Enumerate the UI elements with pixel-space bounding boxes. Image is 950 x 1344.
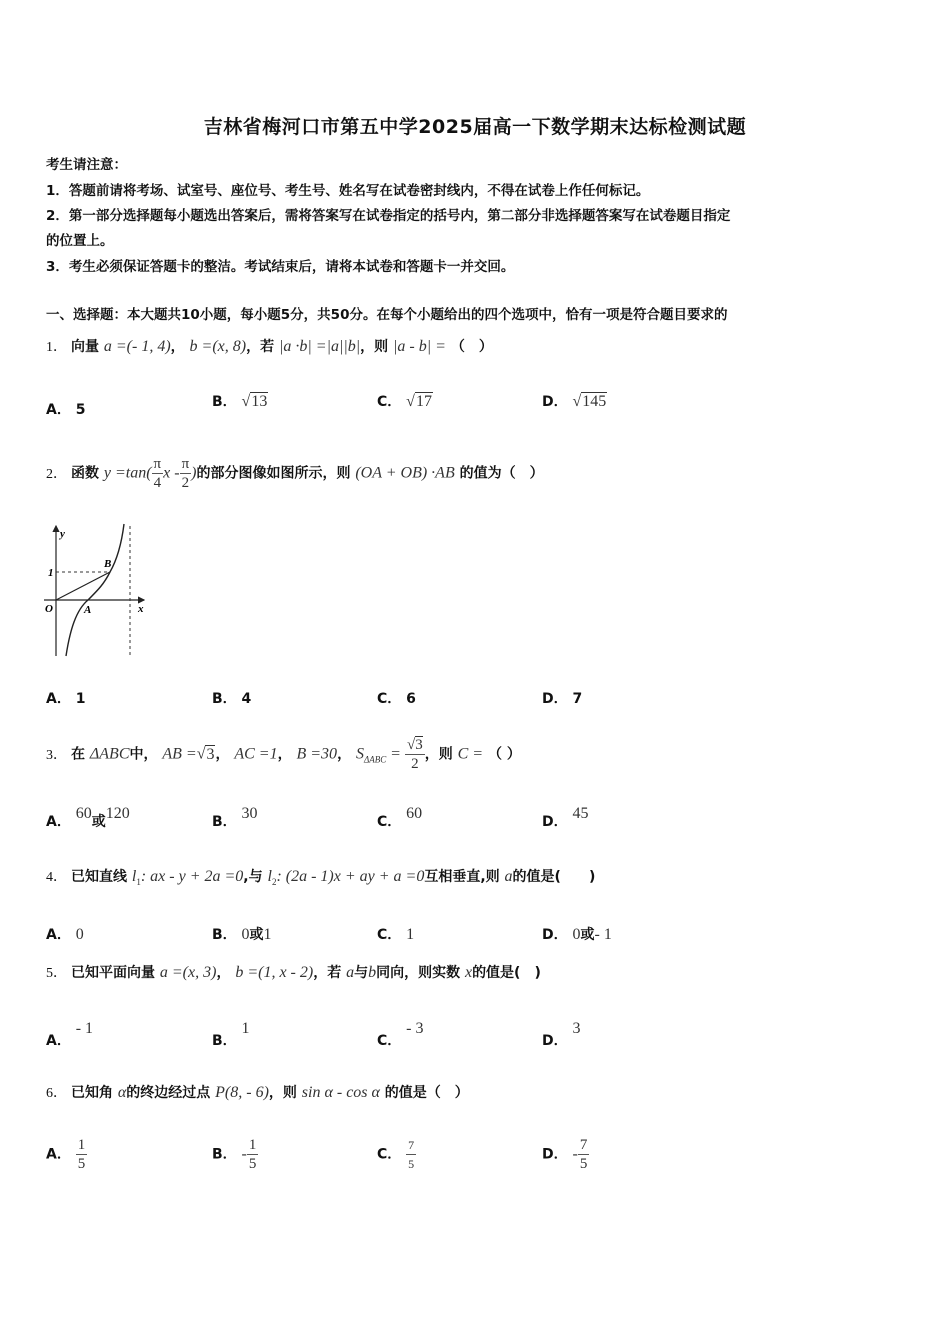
question-3	[46, 736, 521, 773]
q5-text: ，	[216, 965, 231, 981]
q1-vector-b: b =(x, 8)	[189, 338, 247, 355]
q3-ac: AC =1	[234, 745, 278, 763]
numerator: 7	[579, 1137, 588, 1153]
q4-line1-eq: : ax - y + 2a =0	[140, 868, 244, 885]
section-heading: 一、选择题：本大题共10小题，每小题5分，共50分。在每个小题给出的四个选项中，恰有一项是符合题目要求的	[46, 307, 728, 323]
question-number: 5．	[46, 966, 67, 981]
question-4	[46, 866, 595, 887]
q3-ab: AB =	[162, 745, 197, 763]
notice-item-3: 3．考生必须保证答题卡的整洁。考试结束后，请将本试卷和答题卡一并交回。	[46, 259, 515, 275]
q1-text: 向量	[71, 339, 99, 355]
q3-angle-b: B =30	[296, 745, 338, 763]
option-value: 6	[406, 691, 416, 707]
radicand: 3	[206, 745, 215, 763]
option-value: 1	[406, 926, 415, 943]
notice-item-1: 1．答题前请将考场、试室号、座位号、考生号、姓名写在试卷密封线内，不得在试卷上作任何标记。	[46, 183, 650, 199]
sqrt-expr: √13	[241, 393, 268, 410]
q5-x: x	[464, 964, 473, 981]
q6-text: ，则	[268, 1085, 297, 1101]
q2-expression: (OA + OB) ·AB	[355, 464, 455, 482]
answer-paren: （ ）	[450, 339, 493, 355]
option-label: C．	[377, 394, 402, 410]
q5-text: 与	[354, 965, 369, 981]
question-5	[46, 962, 541, 982]
option-label: A．	[46, 402, 71, 418]
q3-option-d[interactable]	[542, 805, 589, 831]
q6-option-d[interactable]	[542, 1136, 589, 1173]
q5-text: ，若	[313, 965, 342, 981]
fraction	[180, 455, 192, 492]
q3-text: 在	[71, 746, 85, 763]
q6-text: 的值是（ ）	[384, 1085, 469, 1101]
fraction	[247, 1136, 259, 1173]
option-value: 30	[241, 805, 258, 822]
q1-option-d[interactable]	[542, 391, 607, 411]
q5-text: 同向，则实数	[376, 965, 461, 981]
q3-c: C =	[457, 745, 484, 763]
q3-text: ，	[337, 746, 352, 763]
q5-a: a	[346, 964, 355, 981]
tan-graph	[40, 520, 150, 664]
q3-triangle: ΔABC	[89, 745, 130, 763]
option-value: 7	[572, 691, 583, 707]
q5-vector-a: a =(x, 3)	[159, 964, 217, 981]
question-1	[46, 336, 493, 356]
label-b: B	[104, 558, 112, 570]
question-number: 6．	[46, 1086, 67, 1101]
q3-text: ，	[215, 746, 230, 763]
denominator: 5	[579, 1156, 588, 1172]
q1-sep: ，	[170, 339, 185, 355]
option-label: D．	[542, 394, 568, 410]
q4-line1-sub: 1	[136, 876, 141, 887]
option-value: 145	[582, 393, 607, 410]
option-value: 4	[241, 691, 252, 707]
q3-area-sub: ΔABC	[363, 754, 387, 765]
label-x: x	[138, 603, 144, 615]
option-label: B．	[212, 394, 237, 410]
q5-vector-b: b =(1, x - 2)	[235, 964, 314, 981]
q2-option-d[interactable]	[542, 688, 582, 708]
question-number: 1．	[46, 340, 67, 355]
option-label: D．	[542, 927, 568, 943]
option-label: B．	[212, 814, 237, 830]
label-o: O	[45, 603, 53, 615]
q5-option-a[interactable]	[46, 1020, 94, 1050]
fraction	[76, 1136, 88, 1173]
option-sign: -	[241, 1145, 247, 1163]
option-value: 120	[105, 805, 130, 822]
q2-text: 的部分图像如图所示，则	[196, 465, 351, 482]
q5-text: 的值是( )	[472, 965, 541, 981]
q4-option-a[interactable]	[46, 924, 84, 944]
q1-text: ，则	[360, 339, 389, 355]
q3-option-a[interactable]	[46, 805, 130, 831]
option-label: A．	[46, 691, 71, 707]
q6-option-a[interactable]	[46, 1136, 87, 1173]
question-2	[46, 455, 544, 492]
notice-heading: 考生请注意：	[46, 157, 127, 173]
q5-b: b	[368, 964, 377, 981]
denominator: 5	[408, 1157, 415, 1171]
fraction	[152, 455, 164, 492]
option-label: C．	[377, 691, 402, 707]
option-label: C．	[377, 814, 402, 830]
q6-alpha: α	[117, 1084, 127, 1101]
numerator: π	[181, 456, 190, 472]
q2-function: )	[191, 464, 197, 482]
q6-option-c[interactable]	[377, 1136, 416, 1173]
option-label: B．	[212, 927, 237, 943]
page-title: 吉林省梅河口市第五中学2025届高一下数学期末达标检测试题	[203, 116, 747, 138]
q2-function: y =tan(	[103, 464, 152, 482]
q3-option-c[interactable]	[377, 805, 423, 831]
notice-item-2: 2．第一部分选择题每小题选出答案后，需将答案写在试卷指定的括号内，第二部分非选择题答案写在试卷题目指定	[46, 208, 731, 224]
option-value: 0	[241, 926, 250, 943]
q5-option-d[interactable]	[542, 1020, 581, 1050]
option-value: 17	[415, 393, 432, 410]
option-value: 60	[75, 805, 92, 822]
option-label: B．	[212, 1146, 237, 1163]
q1-vector-a: a =(- 1, 4)	[103, 338, 171, 355]
q1-condition: |a ·b| =|a||b|	[278, 338, 361, 355]
q2-function: x -	[163, 464, 180, 482]
option-label: A．	[46, 814, 71, 830]
option-or: 或	[249, 927, 264, 943]
fraction	[406, 1136, 416, 1173]
denominator: 2	[411, 756, 419, 772]
q1-text: ，若	[246, 339, 275, 355]
q6-expression: sin α - cos α	[301, 1084, 380, 1101]
option-value: 1	[75, 691, 86, 707]
equals: =	[391, 745, 401, 763]
notice-item-2-cont: 的位置上。	[46, 233, 114, 249]
q6-point: P(8, - 6)	[215, 1084, 269, 1101]
q4-text: ,与	[243, 869, 263, 885]
denominator: 5	[248, 1156, 257, 1172]
numerator: π	[153, 456, 162, 472]
q2-text: 函数	[71, 465, 99, 482]
q2-text: 的值为（ ）	[459, 465, 544, 482]
q4-text: 已知直线	[71, 869, 127, 885]
numerator: √3	[407, 737, 423, 753]
option-or: 或	[580, 927, 595, 943]
option-value: 1	[263, 926, 272, 943]
q1-ask: |a - b| =	[393, 338, 446, 355]
option-value: 13	[251, 393, 268, 410]
option-label: D．	[542, 814, 568, 830]
option-label: A．	[46, 927, 71, 943]
q3-text: 中，	[129, 746, 158, 763]
q4-text: 的值是( )	[512, 869, 596, 885]
q1-option-b[interactable]	[212, 391, 268, 411]
graph-svg	[40, 520, 150, 660]
question-number: 3．	[46, 747, 67, 763]
label-y: y	[60, 528, 65, 540]
q3-area: S	[355, 745, 364, 763]
option-label: A．	[46, 1146, 71, 1163]
option-label: A．	[46, 1033, 71, 1049]
question-number: 4．	[46, 870, 67, 885]
option-label: D．	[542, 1033, 568, 1049]
q3-text: ，则	[424, 746, 453, 763]
q4-text: 互相垂直,则	[424, 869, 500, 885]
option-value: - 1	[594, 926, 612, 943]
answer-paren: （ ）	[487, 746, 521, 763]
q3-option-b[interactable]	[212, 805, 258, 831]
option-value: 60	[406, 805, 423, 822]
sqrt-expr: √17	[406, 393, 432, 410]
option-label: C．	[377, 927, 402, 943]
q4-line2: l	[267, 868, 272, 885]
q2-option-a[interactable]	[46, 688, 85, 708]
option-value: - 1	[75, 1020, 94, 1037]
radicand: 3	[415, 737, 423, 753]
q4-line1: l	[131, 868, 137, 885]
q4-line2-eq: : (2a - 1)x + ay + a =0	[276, 868, 425, 885]
numerator: 7	[406, 1136, 416, 1155]
q4-option-c[interactable]	[377, 924, 414, 944]
q4-option-d[interactable]	[542, 924, 612, 944]
q6-text: 已知角	[71, 1085, 113, 1101]
option-label: C．	[377, 1146, 402, 1163]
q4-line2-sub: 2	[271, 876, 277, 887]
q6-option-b[interactable]	[212, 1136, 258, 1173]
option-value: 1	[241, 1020, 250, 1037]
q5-text: 已知平面向量	[71, 965, 155, 981]
q1-option-a[interactable]	[46, 399, 85, 419]
numerator: 1	[248, 1137, 257, 1153]
q5-option-c[interactable]	[377, 1020, 424, 1050]
sqrt-expr: √145	[572, 393, 607, 410]
sqrt-expr: √3	[196, 745, 215, 763]
fraction	[405, 736, 425, 773]
numerator: 1	[77, 1137, 86, 1153]
label-one: 1	[48, 567, 54, 579]
q3-text: ，	[277, 746, 292, 763]
option-value: 5	[75, 402, 86, 418]
denominator: 2	[181, 475, 190, 491]
option-label: D．	[542, 1146, 568, 1163]
denominator: 5	[77, 1156, 86, 1172]
question-number: 2．	[46, 466, 67, 482]
option-label: C．	[377, 1033, 402, 1049]
option-label: B．	[212, 691, 237, 707]
option-or: 或	[91, 814, 106, 830]
option-label: B．	[212, 1033, 237, 1049]
label-a: A	[84, 604, 92, 616]
option-label: D．	[542, 691, 568, 707]
option-sign: -	[572, 1145, 578, 1163]
q4-var: a	[504, 868, 513, 885]
q6-text: 的终边经过点	[126, 1085, 211, 1101]
option-value: 45	[572, 805, 589, 822]
fraction	[578, 1136, 590, 1173]
option-value: 3	[572, 1020, 581, 1037]
option-value: 0	[572, 926, 581, 943]
q2-option-c[interactable]	[377, 688, 416, 708]
q2-option-b[interactable]	[212, 688, 251, 708]
q5-option-b[interactable]	[212, 1020, 250, 1050]
q4-option-b[interactable]	[212, 924, 272, 944]
question-6	[46, 1082, 469, 1102]
denominator: 4	[153, 475, 162, 491]
option-value: 0	[75, 926, 84, 943]
option-value: - 3	[406, 1020, 424, 1037]
q1-option-c[interactable]	[377, 391, 433, 411]
